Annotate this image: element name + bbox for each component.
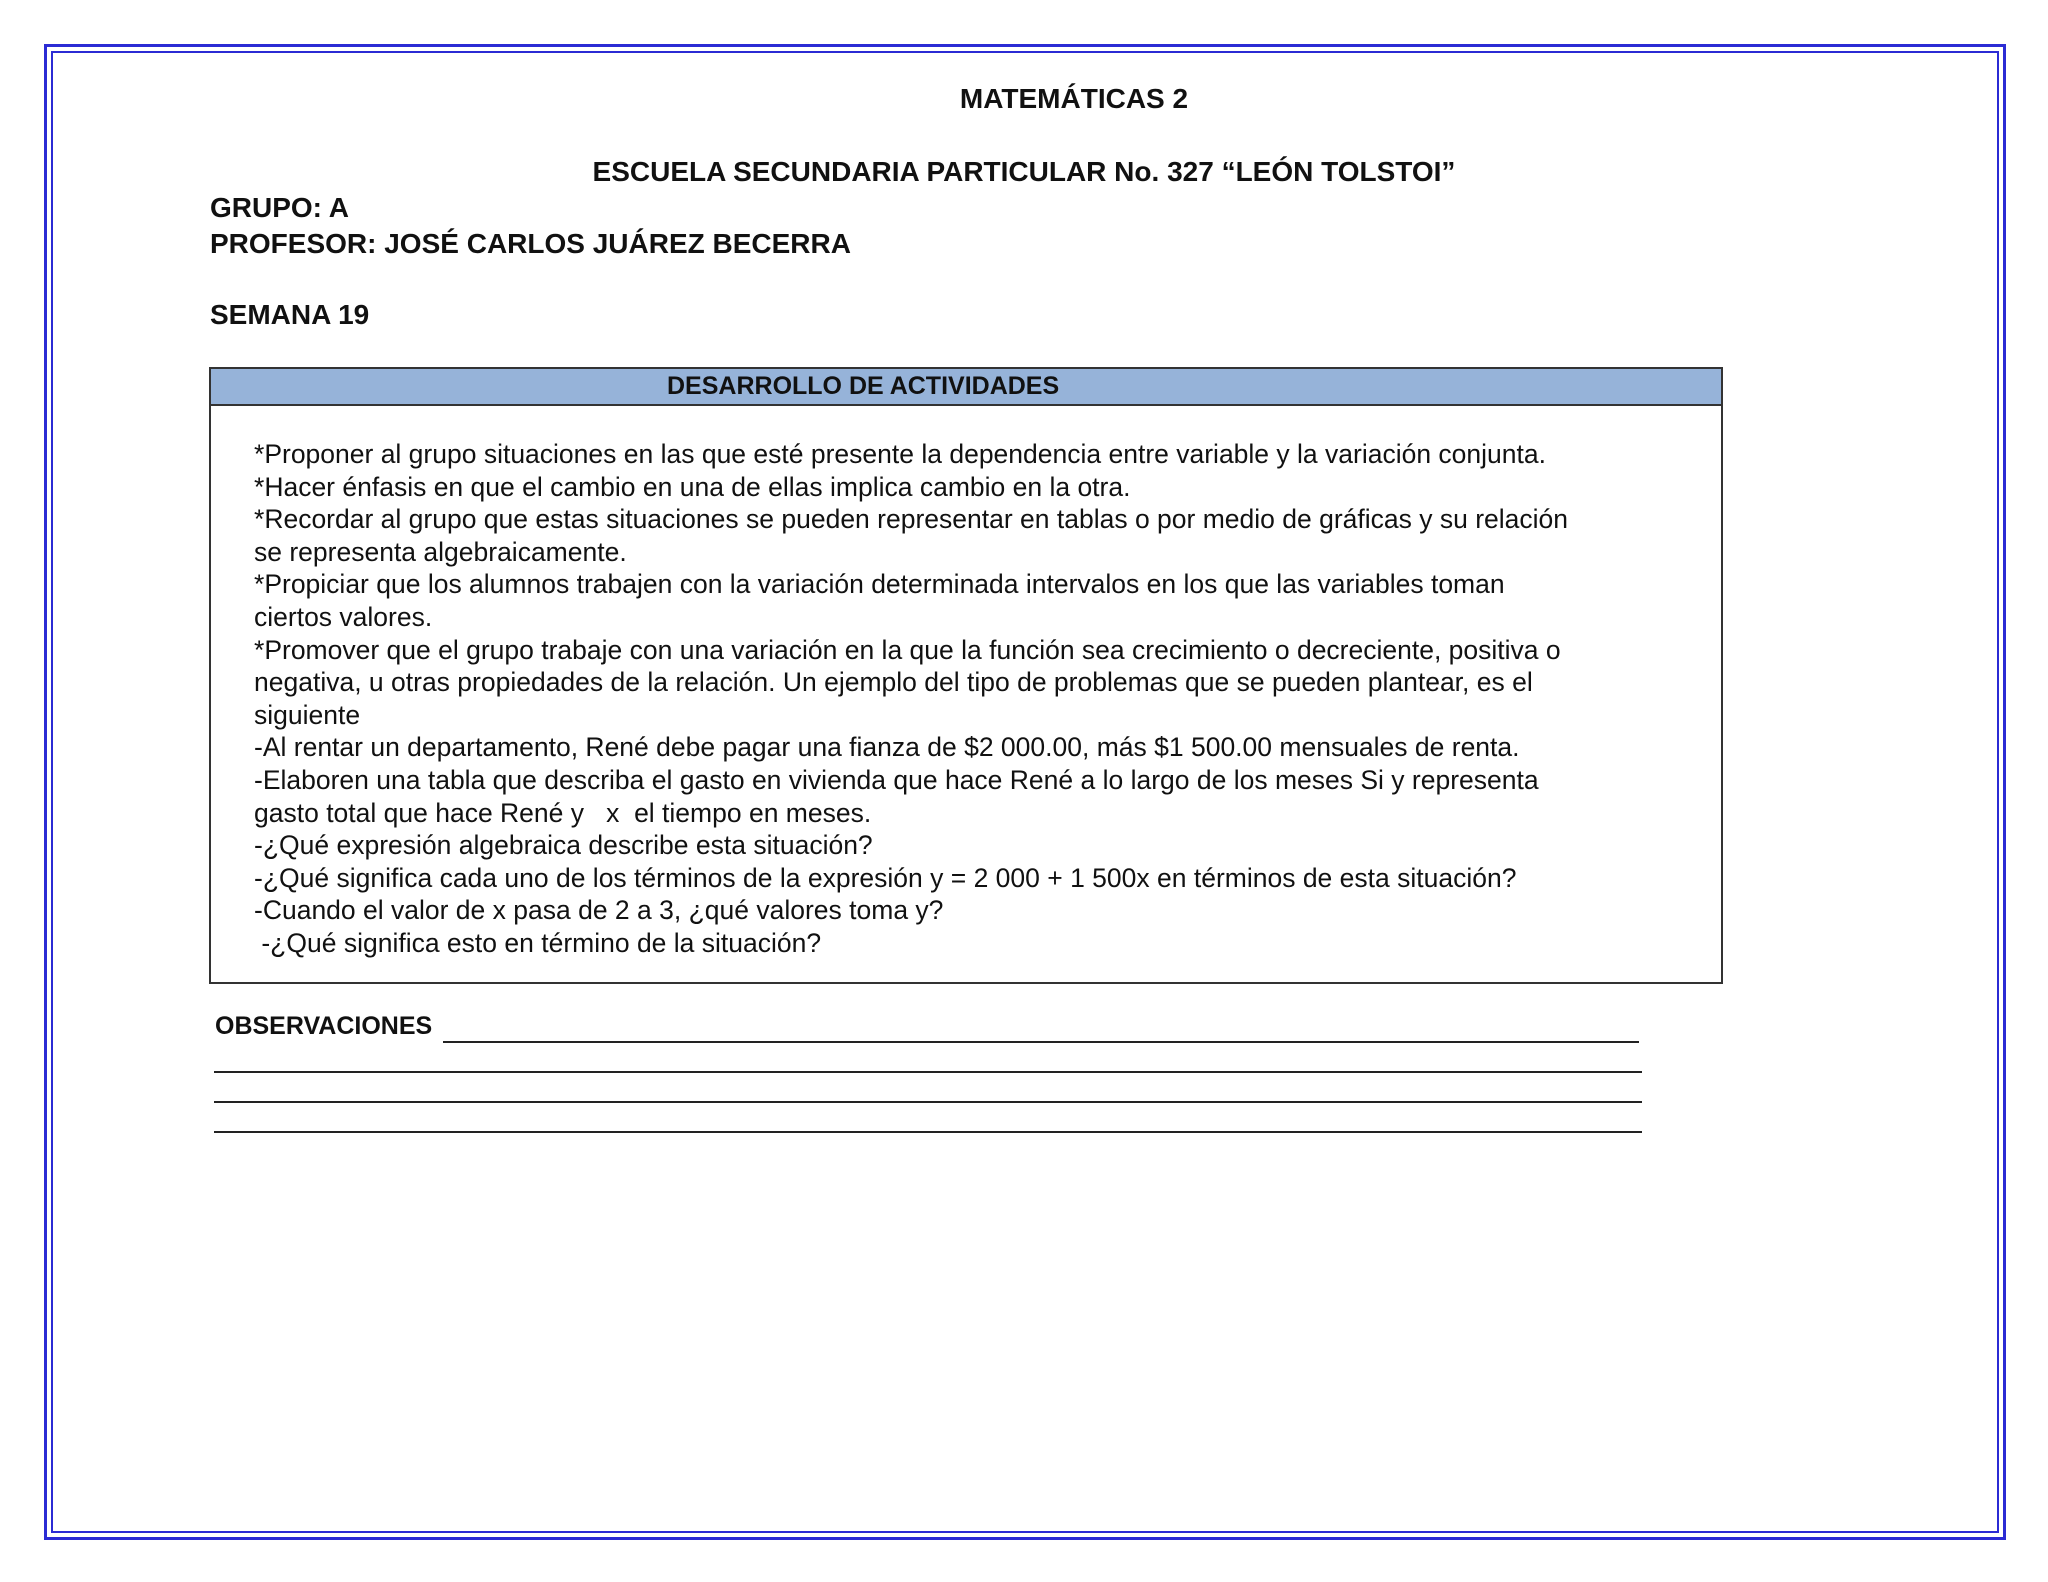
observations-line [214,1071,1642,1073]
school-title: ESCUELA SECUNDARIA PARTICULAR No. 327 “LEÓN TOLSTOI” [592,156,1456,187]
activity-line: ciertos valores. [254,601,433,632]
week-label: SEMANA 19 [210,299,370,330]
observations-line [214,1101,1642,1103]
activity-line: *Hacer énfasis en que el cambio en una de ellas implica cambio en la otra. [254,471,1131,502]
teacher-label: PROFESOR: JOSÉ CARLOS JUÁREZ BECERRA [210,228,851,259]
activities-body [211,406,1721,960]
activity-line: *Recordar al grupo que estas situaciones se pueden representar en tablas o por medio de gráficas y su relación [254,504,1569,535]
subject-title: MATEMÁTICAS 2 [959,83,1189,114]
activities-heading: DESARROLLO DE ACTIVIDADES [211,369,1721,406]
activity-line: siguiente [254,699,361,730]
activity-line: -Al rentar un departamento, René debe pagar una fianza de $2 000.00, más $1 500.00 mensuales de renta. [254,732,1520,763]
activity-line: -¿Qué expresión algebraica describe esta situación? [254,830,873,861]
group-label: GRUPO: A [210,192,349,223]
activity-line: negativa, u otras propiedades de la relación. Un ejemplo del tipo de problemas que se pueden plantear, es el [254,667,1533,698]
observations-line [214,1131,1642,1133]
activities-table [209,367,1723,984]
activity-line: se representa algebraicamente. [254,536,627,567]
activity-line: -¿Qué significa cada uno de los términos de la expresión y = 2 000 + 1 500x en términos de esta situación? [254,862,1517,893]
observations-line [443,1041,1639,1043]
activity-line: gasto total que hace René y x el tiempo en meses. [254,797,872,828]
activity-line: *Propiciar que los alumnos trabajen con la variación determinada intervalos en los que las variables toman [254,569,1505,600]
activity-line: -¿Qué significa esto en término de la situación? [254,927,822,958]
activity-line: *Proponer al grupo situaciones en las que esté presente la dependencia entre variable y la variación conjunta. [254,439,1546,469]
activity-line: -Elaboren una tabla que describa el gasto en vivienda que hace René a lo largo de los meses Si y representa [254,764,1539,795]
activity-line: -Cuando el valor de x pasa de 2 a 3, ¿qué valores toma y? [254,895,944,926]
observations-label: OBSERVACIONES [215,1012,433,1040]
activity-line: *Promover que el grupo trabaje con una variación en la que la función sea crecimiento o decreciente, positiva o [254,634,1561,665]
